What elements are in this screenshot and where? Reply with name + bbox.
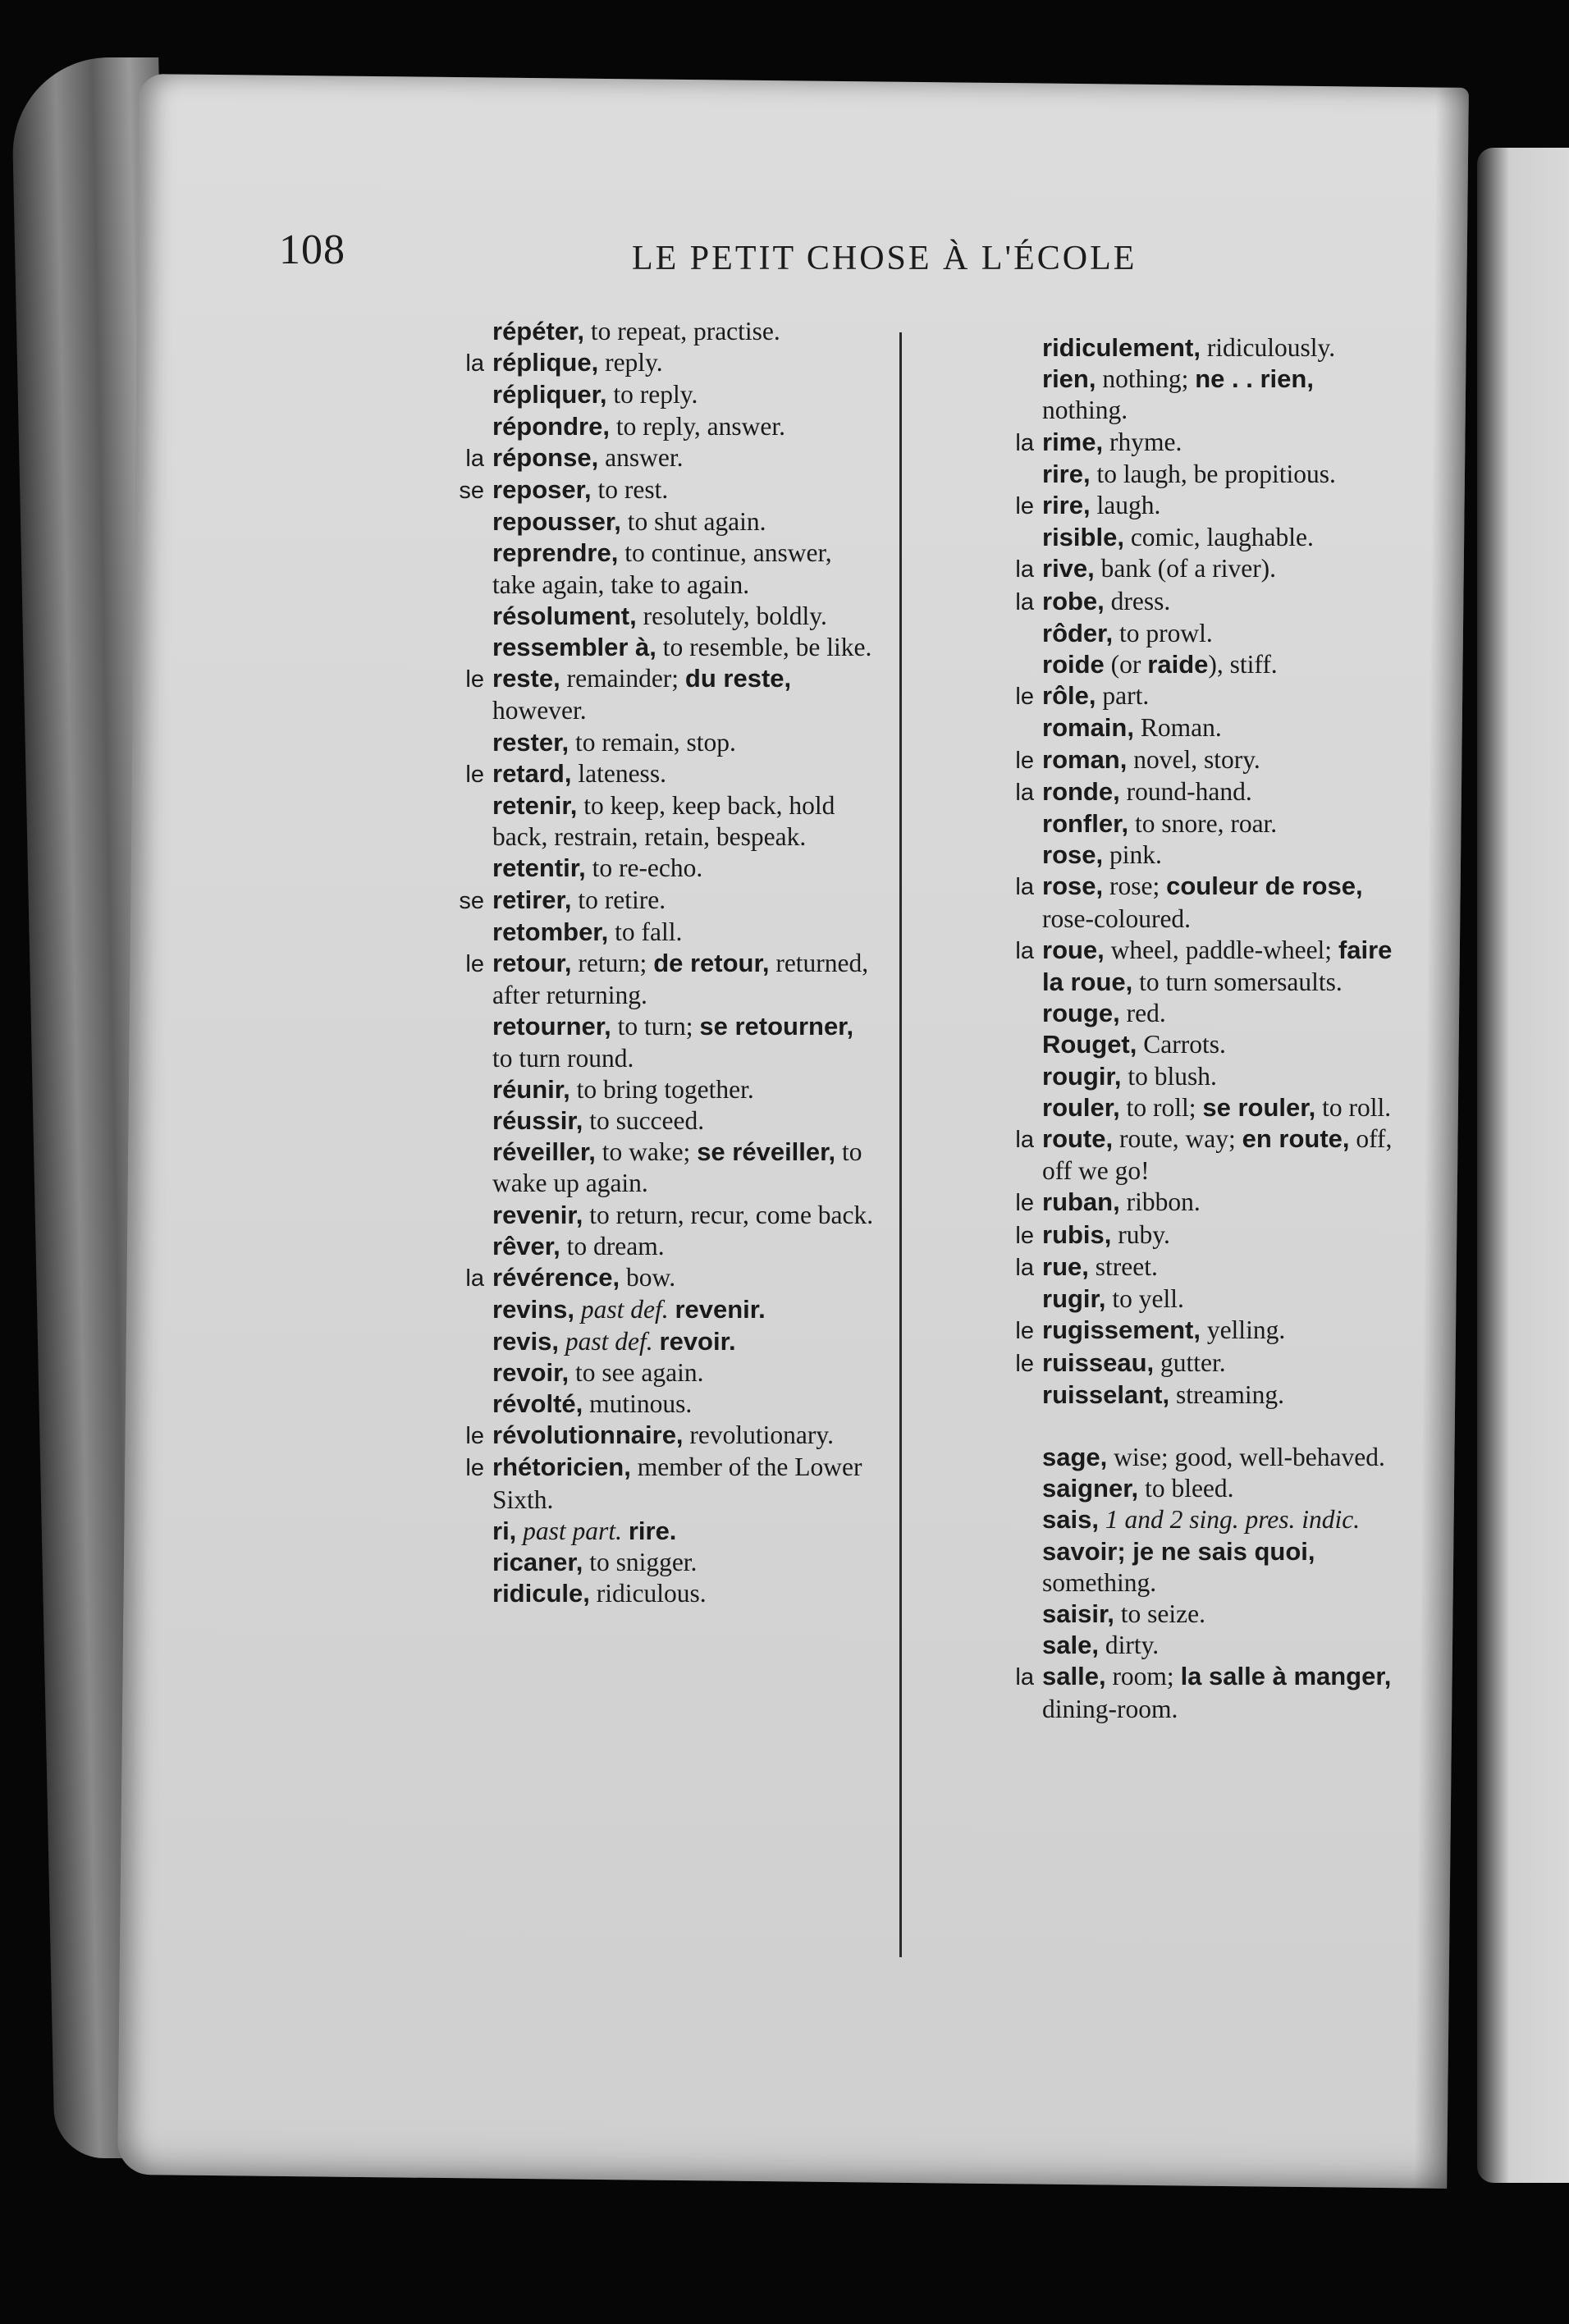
entry-headword: de retour, [653,949,770,978]
entry-definition: to reply, answer. [609,411,785,441]
entry-definition: reply. [598,348,663,377]
entry-headword: réussir, [492,1106,583,1136]
glossary-entry [394,506,878,538]
entry-headword: roide [1042,650,1105,679]
entry-headword: reprendre, [492,538,619,568]
glossary-entry [394,1294,878,1325]
glossary-entry [394,758,878,790]
entry-definition: red. [1119,999,1166,1028]
entry-definition: dress. [1104,586,1171,615]
entry-headword: saigner, [1042,1474,1139,1503]
entry-headword: révérence, [492,1263,620,1292]
entry-headword: raide [1147,650,1209,679]
glossary-entry [944,1599,1403,1630]
glossary-entry [394,632,878,663]
entry-definition: to remain, stop. [569,727,736,757]
entry-definition [1099,1505,1105,1534]
entry-definition: to seize. [1114,1599,1206,1628]
glossary-entry [944,839,1403,871]
entry-headword: roue, [1042,935,1105,964]
glossary-entry [394,1452,878,1515]
entry-grammar-note: 1 and 2 sing. pres. indic. [1105,1505,1361,1535]
entry-headword: route, [1042,1124,1114,1154]
entry-headword: rose, [1042,840,1104,870]
entry-definition: dining-room. [1042,1694,1178,1723]
entry-definition: to dream. [560,1231,665,1260]
entry-article: la [465,1265,484,1292]
entry-headword: rugissement, [1042,1315,1201,1345]
entry-definition: dirty. [1098,1631,1160,1660]
entry-definition: round-hand. [1119,776,1252,806]
entry-article: le [465,761,484,788]
entry-headword: rougir, [1042,1061,1122,1091]
entry-definition [653,1327,660,1356]
glossary-entry [944,1630,1403,1661]
entry-headword: rubis, [1042,1219,1112,1249]
entry-headword: ricaner, [492,1547,583,1576]
glossary-column-right [944,332,1403,1725]
glossary-entry [944,459,1403,490]
entry-definition: to continue, answer, take again, take to again. [492,538,832,599]
glossary-entry [394,1516,878,1547]
entry-headword: répéter, [492,317,585,345]
entry-definition: to yell. [1105,1284,1184,1314]
entry-article: la [1015,1254,1034,1281]
entry-definition: return; [571,949,654,978]
column-divider [899,332,902,1957]
glossary-entry [394,1200,878,1231]
entry-article: le [465,1423,484,1450]
entry-definition: to bring together. [570,1074,754,1104]
glossary-entry [394,1420,878,1452]
entry-grammar-note: past def. [565,1326,653,1356]
entry-article: le [1015,1350,1034,1377]
entry-article: se [459,478,484,505]
entry-article: la [1015,874,1034,901]
entry-spacer [944,1411,1403,1442]
entry-definition: rhyme. [1103,427,1182,456]
entry-article: la [1015,1664,1034,1691]
entry-headword: robe, [1042,586,1105,615]
entry-definition: pink. [1103,840,1162,870]
entry-definition: route, way; [1113,1124,1242,1154]
entry-headword: revenir. [675,1295,766,1324]
entry-article: la [1015,556,1034,583]
entry-article: se [459,887,484,914]
glossary-entry [944,1219,1403,1251]
glossary-entry [944,1347,1403,1379]
entry-headword: ri, [492,1516,517,1545]
entry-definition: to see again. [569,1357,704,1387]
entry-headword: retour, [492,949,572,978]
entry-definition: rose; [1103,872,1167,901]
entry-definition: lateness. [571,758,666,788]
glossary-entry [944,427,1403,459]
glossary-entry [394,1357,878,1388]
entry-headword: ridicule, [492,1579,590,1608]
entry-headword: sale, [1042,1631,1099,1660]
entry-article: le [465,1455,484,1482]
entry-headword: résolument, [492,601,637,630]
entry-definition: to succeed. [583,1106,705,1136]
entry-headword: ronfler, [1042,809,1129,839]
entry-definition: to turn somersaults. [1132,968,1343,997]
entry-article: le [1015,1318,1034,1345]
entry-definition: to blush. [1121,1061,1217,1091]
entry-definition: to prowl. [1113,618,1213,647]
page-number: 108 [279,226,345,273]
entry-article: le [1015,1190,1034,1217]
entry-definition: ridiculous. [589,1579,707,1608]
entry-headword: répliquer, [492,380,607,409]
entry-headword: répondre, [492,411,610,441]
entry-definition: comic, laughable. [1123,523,1314,552]
entry-article: le [465,951,484,978]
entry-headword: réponse, [492,442,599,472]
glossary-entry [394,411,878,442]
glossary-entry [394,1011,878,1073]
glossary-entry [394,727,878,758]
entry-headword: revoir, [492,1357,570,1387]
entry-definition: to turn round. [492,1043,634,1073]
entry-definition: answer. [598,442,684,472]
glossary-entry [944,1283,1403,1315]
glossary-entry [394,1074,878,1105]
entry-headword: ridiculement, [1042,333,1201,362]
glossary-entry [394,663,878,726]
facing-page-edge [1477,148,1569,2183]
entry-definition: to rest. [591,475,669,505]
entry-definition: Roman. [1133,713,1222,743]
glossary-entry [394,790,878,853]
glossary-entry [394,474,878,506]
entry-headword: rire, [1042,459,1091,488]
glossary-entry [394,1231,878,1262]
glossary-entry [944,1123,1403,1187]
entry-definition: to roll. [1315,1092,1392,1122]
entry-definition: laugh. [1090,491,1161,520]
glossary-entry [394,347,878,379]
entry-definition: gutter. [1154,1347,1226,1377]
glossary-entry [944,1029,1403,1060]
glossary-entry [394,1262,878,1294]
entry-definition [622,1517,629,1545]
entry-headword: roman, [1042,744,1128,774]
entry-definition: rose-coloured. [1042,904,1192,933]
entry-headword: rire, [1042,491,1091,520]
glossary-entry [394,948,878,1011]
entry-definition: to laugh, be propitious. [1090,459,1336,488]
entry-definition: wise; good, well-behaved. [1107,1442,1385,1471]
entry-definition: to snore, roar. [1128,809,1278,839]
entry-article: la [1015,429,1034,456]
entry-definition: to repeat, practise. [584,317,780,345]
entry-definition: room; [1105,1662,1181,1691]
glossary-entry [944,364,1403,426]
glossary-entry [944,1061,1403,1092]
entry-headword: rêver, [492,1231,560,1260]
glossary-column-left [394,316,878,1609]
glossary-entry [944,1315,1403,1347]
glossary-entry [944,712,1403,743]
entry-headword: retard, [492,758,572,788]
glossary-entry [944,1442,1403,1473]
entry-article: la [465,445,484,472]
entry-headword: Rouget, [1042,1030,1137,1059]
entry-definition: Carrots. [1137,1030,1226,1059]
glossary-entry [394,917,878,948]
entry-definition: off, off we go! [1042,1124,1393,1186]
glossary-entry [944,618,1403,649]
entry-headword: revoir. [659,1326,736,1356]
entry-definition: however. [492,696,587,725]
entry-headword: réveiller, [492,1137,596,1167]
entry-headword: retomber, [492,917,609,946]
entry-headword: rester, [492,727,570,757]
glossary-entry [944,935,1403,998]
entry-headword: ruban, [1042,1187,1120,1217]
entry-headword: rouge, [1042,999,1120,1028]
entry-definition: to return, recur, come back. [583,1200,874,1229]
entry-definition: to snigger. [583,1547,698,1576]
entry-article: la [465,350,484,377]
entry-headword: faire la roue, [1042,935,1393,997]
entry-headword: revis, [492,1326,560,1356]
entry-definition: to bleed. [1138,1474,1234,1503]
entry-definition: to resemble, be like. [656,633,872,662]
entry-headword: révolutionnaire, [492,1420,684,1450]
page-gutter-shadow [1414,88,1469,2189]
glossary-entry [944,871,1403,934]
glossary-entry [944,522,1403,553]
entry-headword: rien, [1042,364,1096,394]
glossary-entry [944,1504,1403,1599]
entry-article: le [1015,493,1034,520]
entry-headword: ne . . rien, [1195,364,1314,394]
entry-definition: yelling. [1200,1315,1286,1345]
glossary-entry [944,1661,1403,1724]
entry-article: le [1015,747,1034,774]
entry-definition: ribbon. [1119,1187,1201,1217]
entry-definition [559,1327,565,1356]
entry-grammar-note: past def. [580,1295,669,1324]
entry-headword: sais, [1042,1505,1099,1535]
entry-definition: nothing; [1096,364,1196,394]
page-header [279,226,1313,283]
entry-headword: ressembler à, [492,633,656,662]
entry-definition: to shut again. [620,507,766,537]
entry-headword: savoir; je ne sais quoi, [1042,1536,1315,1566]
entry-article: la [1015,779,1034,806]
entry-headword: la salle à manger, [1180,1662,1392,1691]
entry-headword: risible, [1042,523,1124,552]
entry-headword: rose, [1042,872,1104,901]
entry-definition: returned, after returning. [492,949,869,1010]
entry-definition: street. [1088,1251,1158,1281]
entry-headword: romain, [1042,713,1134,743]
entry-headword: reposer, [492,475,592,505]
glossary-entry [394,1547,878,1578]
glossary-entry [394,853,878,884]
glossary-entry [394,601,878,632]
entry-headword: rouler, [1042,1092,1120,1122]
glossary-entry [394,442,878,474]
entry-headword: sage, [1042,1442,1108,1471]
entry-headword: rire. [628,1516,677,1545]
entry-headword: rive, [1042,554,1095,583]
glossary-entry [944,1379,1403,1411]
glossary-entry [944,586,1403,618]
entry-headword: ronde, [1042,776,1120,806]
glossary-entry [944,490,1403,522]
entry-headword: en route, [1242,1124,1350,1154]
entry-headword: rime, [1042,427,1104,456]
entry-headword: révolté, [492,1388,583,1418]
entry-definition: to reply. [606,380,698,409]
entry-definition: nothing. [1042,396,1128,425]
entry-headword: rhétoricien, [492,1452,631,1482]
entry-definition [516,1517,523,1545]
glossary-entry [944,1092,1403,1123]
entry-definition: to re-echo. [585,853,703,883]
glossary-entry [944,332,1403,364]
entry-article: la [1015,1127,1034,1154]
entry-definition [574,1295,581,1324]
glossary-entry [944,744,1403,776]
glossary-entry [394,538,878,600]
entry-headword: réunir, [492,1074,570,1104]
entry-definition: to wake up again. [492,1137,862,1198]
entry-definition: to turn; [611,1012,700,1041]
entry-definition: resolutely, boldly. [636,601,827,630]
entry-article: le [1015,1222,1034,1249]
entry-headword: du reste, [684,664,792,693]
entry-definition: part. [1096,681,1150,711]
entry-article: le [1015,684,1034,711]
entry-definition: streaming. [1169,1379,1285,1409]
entry-definition: to wake; [595,1137,698,1167]
glossary-entry [394,316,878,347]
entry-headword: se réveiller, [697,1137,836,1167]
glossary-entry [944,1473,1403,1504]
entry-headword: salle, [1042,1662,1106,1691]
entry-article: la [1015,588,1034,615]
entry-headword: se retourner, [699,1012,854,1041]
entry-definition: wheel, paddle-wheel; [1104,935,1338,964]
entry-definition: to fall. [608,917,683,946]
entry-headword: rôle, [1042,681,1096,711]
entry-definition: to roll; [1119,1092,1203,1122]
entry-definition: remainder; [560,664,685,693]
entry-headword: retirer, [492,885,572,914]
entry-headword: revenir, [492,1200,583,1229]
glossary-entry [944,776,1403,808]
entry-definition: to keep, keep back, hold back, restrain, retain, bespeak. [492,791,835,852]
entry-headword: retenir, [492,791,578,821]
entry-headword: repousser, [492,507,621,537]
entry-article: la [1015,937,1034,964]
entry-definition: to retire. [571,885,666,914]
entry-headword: réplique, [492,348,599,377]
glossary-entry [944,649,1403,680]
entry-definition: ), stiff. [1208,650,1278,679]
entry-article: le [465,666,484,693]
entry-definition: mutinous. [583,1388,693,1418]
entry-definition: revolutionary. [683,1420,834,1450]
entry-headword: retourner, [492,1012,611,1041]
entry-definition: something. [1042,1567,1157,1597]
entry-headword: saisir, [1042,1599,1114,1628]
glossary-entry [394,1326,878,1357]
entry-headword: couleur de rose, [1166,872,1363,901]
entry-headword: retentir, [492,853,586,883]
glossary-entry [944,680,1403,712]
entry-definition: ridiculously. [1200,333,1336,362]
entry-headword: rugir, [1042,1284,1106,1314]
entry-definition: ruby. [1111,1219,1170,1249]
running-title: LE PETIT CHOSE À L'ÉCOLE [632,240,1137,277]
glossary-entry [394,1388,878,1420]
entry-headword: ruisseau, [1042,1347,1155,1377]
entry-definition: bow. [620,1263,676,1292]
entry-definition: member of the Lower Sixth. [492,1452,862,1514]
glossary-entry [394,1105,878,1137]
entry-definition: (or [1104,650,1148,679]
entry-headword: rôder, [1042,618,1114,647]
glossary-entry [944,553,1403,585]
glossary-entry [944,998,1403,1029]
entry-headword: rue, [1042,1251,1089,1281]
entry-definition: novel, story. [1127,744,1260,774]
entry-headword: reste, [492,664,560,693]
entry-definition: bank (of a river). [1094,554,1277,583]
entry-grammar-note: past part. [523,1516,622,1545]
glossary-entry [944,1187,1403,1219]
glossary-entry [394,1137,878,1199]
entry-headword: se rouler, [1202,1092,1316,1122]
glossary-entry [394,1578,878,1609]
entry-headword: revins, [492,1295,574,1324]
entry-headword: ruisselant, [1042,1379,1170,1409]
glossary-entry [394,885,878,917]
glossary-entry [944,808,1403,839]
glossary-entry [394,379,878,410]
glossary-entry [944,1251,1403,1283]
